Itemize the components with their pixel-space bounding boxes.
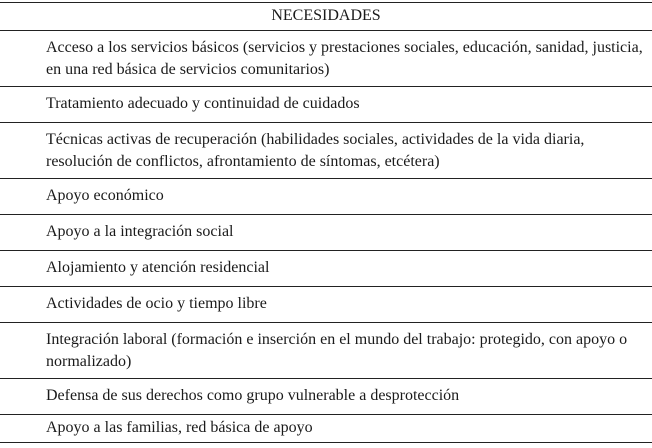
- table-header: NECESIDADES: [0, 2, 652, 31]
- table-row: [0, 251, 652, 287]
- row-text: Acceso a los servicios básicos (servicios y prestaciones sociales, educación, sanidad, justicia, en una red básica de servicios comunitarios): [46, 39, 643, 78]
- row-text: Integración laboral (formación e inserción en el mundo del trabajo: protegido, con apoyo o normalizado): [46, 331, 628, 370]
- table-row: [0, 379, 652, 415]
- row-text: Defensa de sus derechos como grupo vulnerable a desprotección: [46, 387, 460, 404]
- row-text: Apoyo a las familias, red básica de apoyo: [46, 419, 313, 436]
- table-row: [0, 287, 652, 323]
- row-text: Actividades de ocio y tiempo libre: [46, 295, 267, 312]
- row-text: Apoyo a la integración social: [46, 223, 234, 240]
- table-row: [0, 179, 652, 215]
- row-text: Alojamiento y atención residencial: [46, 259, 270, 276]
- row-text: Técnicas activas de recuperación (habilidades sociales, actividades de la vida diaria, resolución de conflictos, afrontamiento de síntomas, etcétera): [46, 131, 585, 170]
- table-row: [0, 31, 652, 87]
- table-row: [0, 415, 652, 443]
- table-row: [0, 123, 652, 179]
- row-text: Tratamiento adecuado y continuidad de cuidados: [46, 95, 360, 112]
- row-text: Apoyo económico: [46, 187, 164, 204]
- table-row: [0, 215, 652, 251]
- table-row: [0, 87, 652, 123]
- table-row: [0, 323, 652, 379]
